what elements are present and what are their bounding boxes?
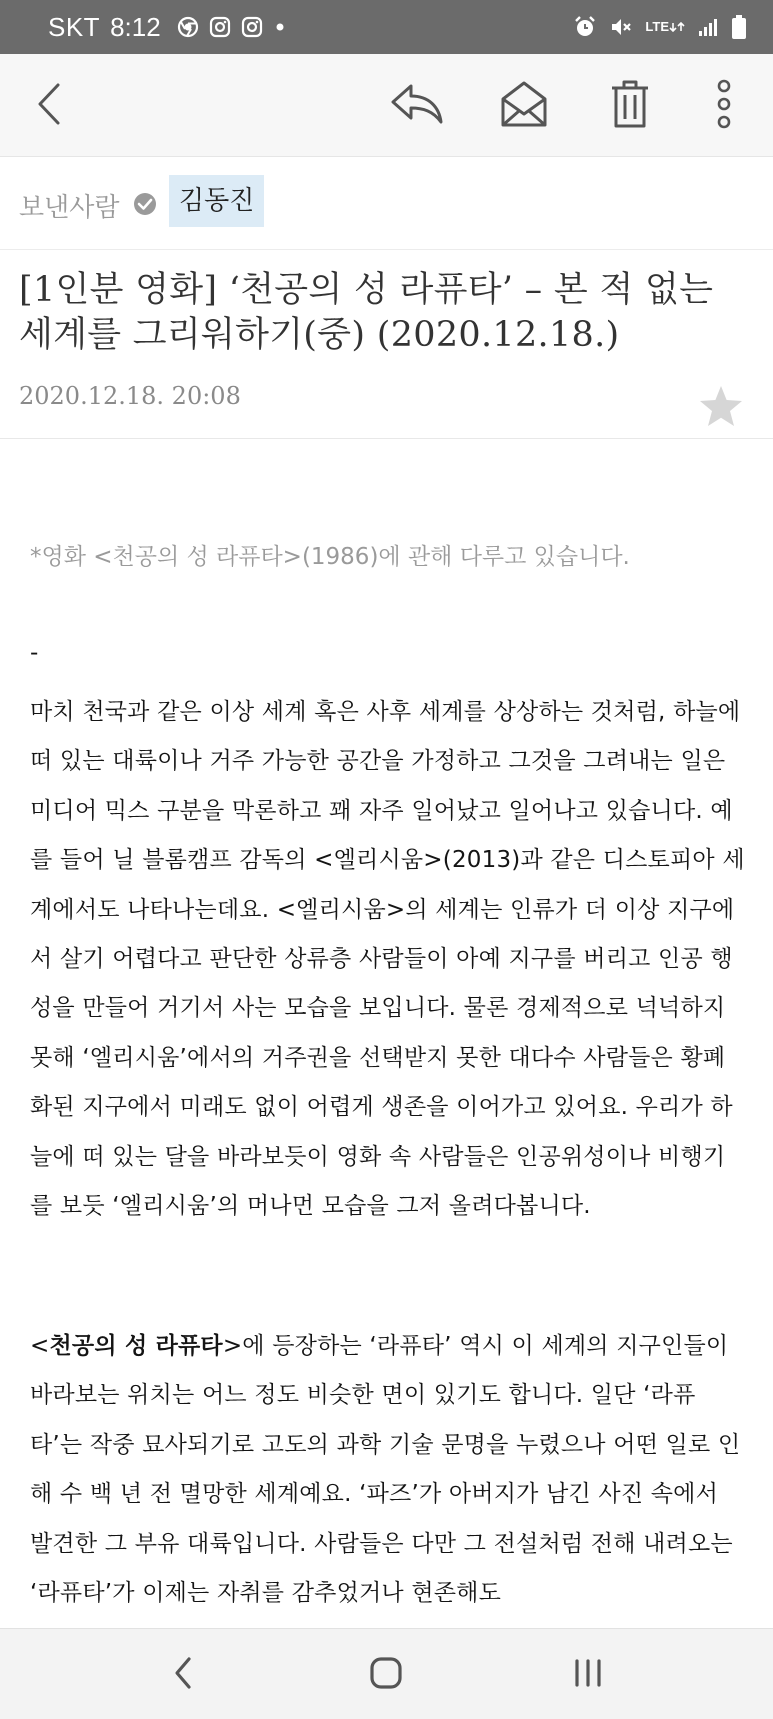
status-bar-left	[48, 0, 287, 54]
header-divider	[0, 438, 773, 439]
mark-unread-button[interactable]	[496, 78, 552, 134]
nav-recents-button[interactable]	[558, 1647, 618, 1703]
signal-icon	[697, 16, 719, 38]
sender-name-chip[interactable]: 김동진	[169, 175, 264, 227]
status-bar	[0, 0, 773, 54]
mail-toolbar	[0, 54, 773, 157]
paragraph2-open: <	[30, 1333, 50, 1359]
alarm-icon	[573, 15, 597, 39]
more-vertical-icon	[714, 79, 734, 133]
delete-button[interactable]	[602, 78, 658, 134]
paragraph2-text: >에 등장하는 ‘라퓨타’ 역시 이 세계의 지구인들이 바라보는 위치는 어느 정도 비슷한 면이 있기도 합니다. 일단 ‘라퓨타’는 작중 묘사되기로 고도의 과학 기술 문명을 누렸으나 어떤 일로 인해 수 백 년 전 멸망한 세계예요. ‘파즈’가 아버지가 남긴 사진 속에서 발견한 그 부유 대륙입니다. 사람들은 다만 그 전설처럼 전해 내려오는 ‘라퓨타’가 이제는 자취를 감추었거나 현존해도	[30, 1333, 741, 1607]
mail-date: 2020.12.18. 20:08	[19, 382, 241, 410]
mute-icon	[609, 15, 633, 39]
trash-icon	[608, 78, 652, 134]
nav-recents-icon	[571, 1656, 605, 1694]
sender-label: 보낸사람	[19, 193, 120, 223]
instagram-icon	[241, 16, 263, 38]
reply-icon	[389, 80, 445, 132]
verified-icon	[133, 192, 157, 220]
section-dash: -	[30, 640, 39, 666]
sender-row	[0, 157, 773, 250]
nav-home-icon	[368, 1655, 404, 1695]
status-bar-right	[573, 0, 747, 54]
reply-button[interactable]	[389, 78, 445, 134]
nav-back-button[interactable]	[154, 1647, 214, 1703]
clock: 8:12	[110, 11, 161, 42]
movie-title-bold: 천공의 성 라퓨타	[49, 1333, 223, 1359]
carrier-label: SKT	[48, 11, 101, 42]
nav-back-icon	[169, 1655, 199, 1695]
body-paragraph-1: 마치 천국과 같은 이상 세계 혹은 사후 세계를 상상하는 것처럼, 하늘에 떠 있는 대륙이나 거주 가능한 공간을 가정하고 그것을 그려내는 일은 미디어 믹스 구분을 막론하고 꽤 자주 일어났고 일어나고 있습니다. 예를 들어 닐 블롬캠프 감독의 <엘리시움>(2013)과 같은 디스토피아 세계에서도 나타나는데요. <엘리시움>의 세계는 인류가 더 이상 지구에서 살기 어렵다고 판단한 상류층 사람들이 아예 지구를 버리고 인공 행성을 만들어 거기서 사는 모습을 보입니다. 물론 경제적으로 넉넉하지 못해 ‘엘리시움’에서의 거주권을 선택받지 못한 대다수 사람들은 황폐화된 지구에서 미래도 없이 어렵게 생존을 이어가고 있어요. 우리가 하늘에 떠 있는 달을 바라보듯이 영화 속 사람들은 인공위성이나 비행기를 보듯 ‘엘리시움’의 머나먼 모습을 그저 올려다봅니다.	[30, 699, 745, 1220]
more-options-button[interactable]	[696, 78, 752, 134]
star-icon[interactable]	[698, 384, 744, 432]
lte-icon	[645, 21, 685, 33]
back-button[interactable]	[22, 78, 78, 134]
spoiler-note: *영화 <천공의 성 라퓨타>(1986)에 관해 다루고 있습니다.	[30, 544, 630, 570]
battery-icon	[731, 14, 747, 40]
chrome-icon	[177, 16, 199, 38]
nav-home-button[interactable]	[356, 1647, 416, 1703]
back-arrow-icon	[30, 79, 70, 133]
instagram-icon	[209, 16, 231, 38]
body-paragraph-2	[30, 1322, 746, 1618]
network-type-label: LTE	[645, 19, 669, 34]
mail-subject: [1인분 영화] ‘천공의 성 라퓨타’ – 본 적 없는 세계를 그리워하기(중) (2020.12.18.)	[19, 270, 714, 355]
system-nav-bar	[0, 1628, 773, 1719]
open-mail-icon	[499, 79, 549, 133]
dot-icon	[273, 20, 287, 34]
